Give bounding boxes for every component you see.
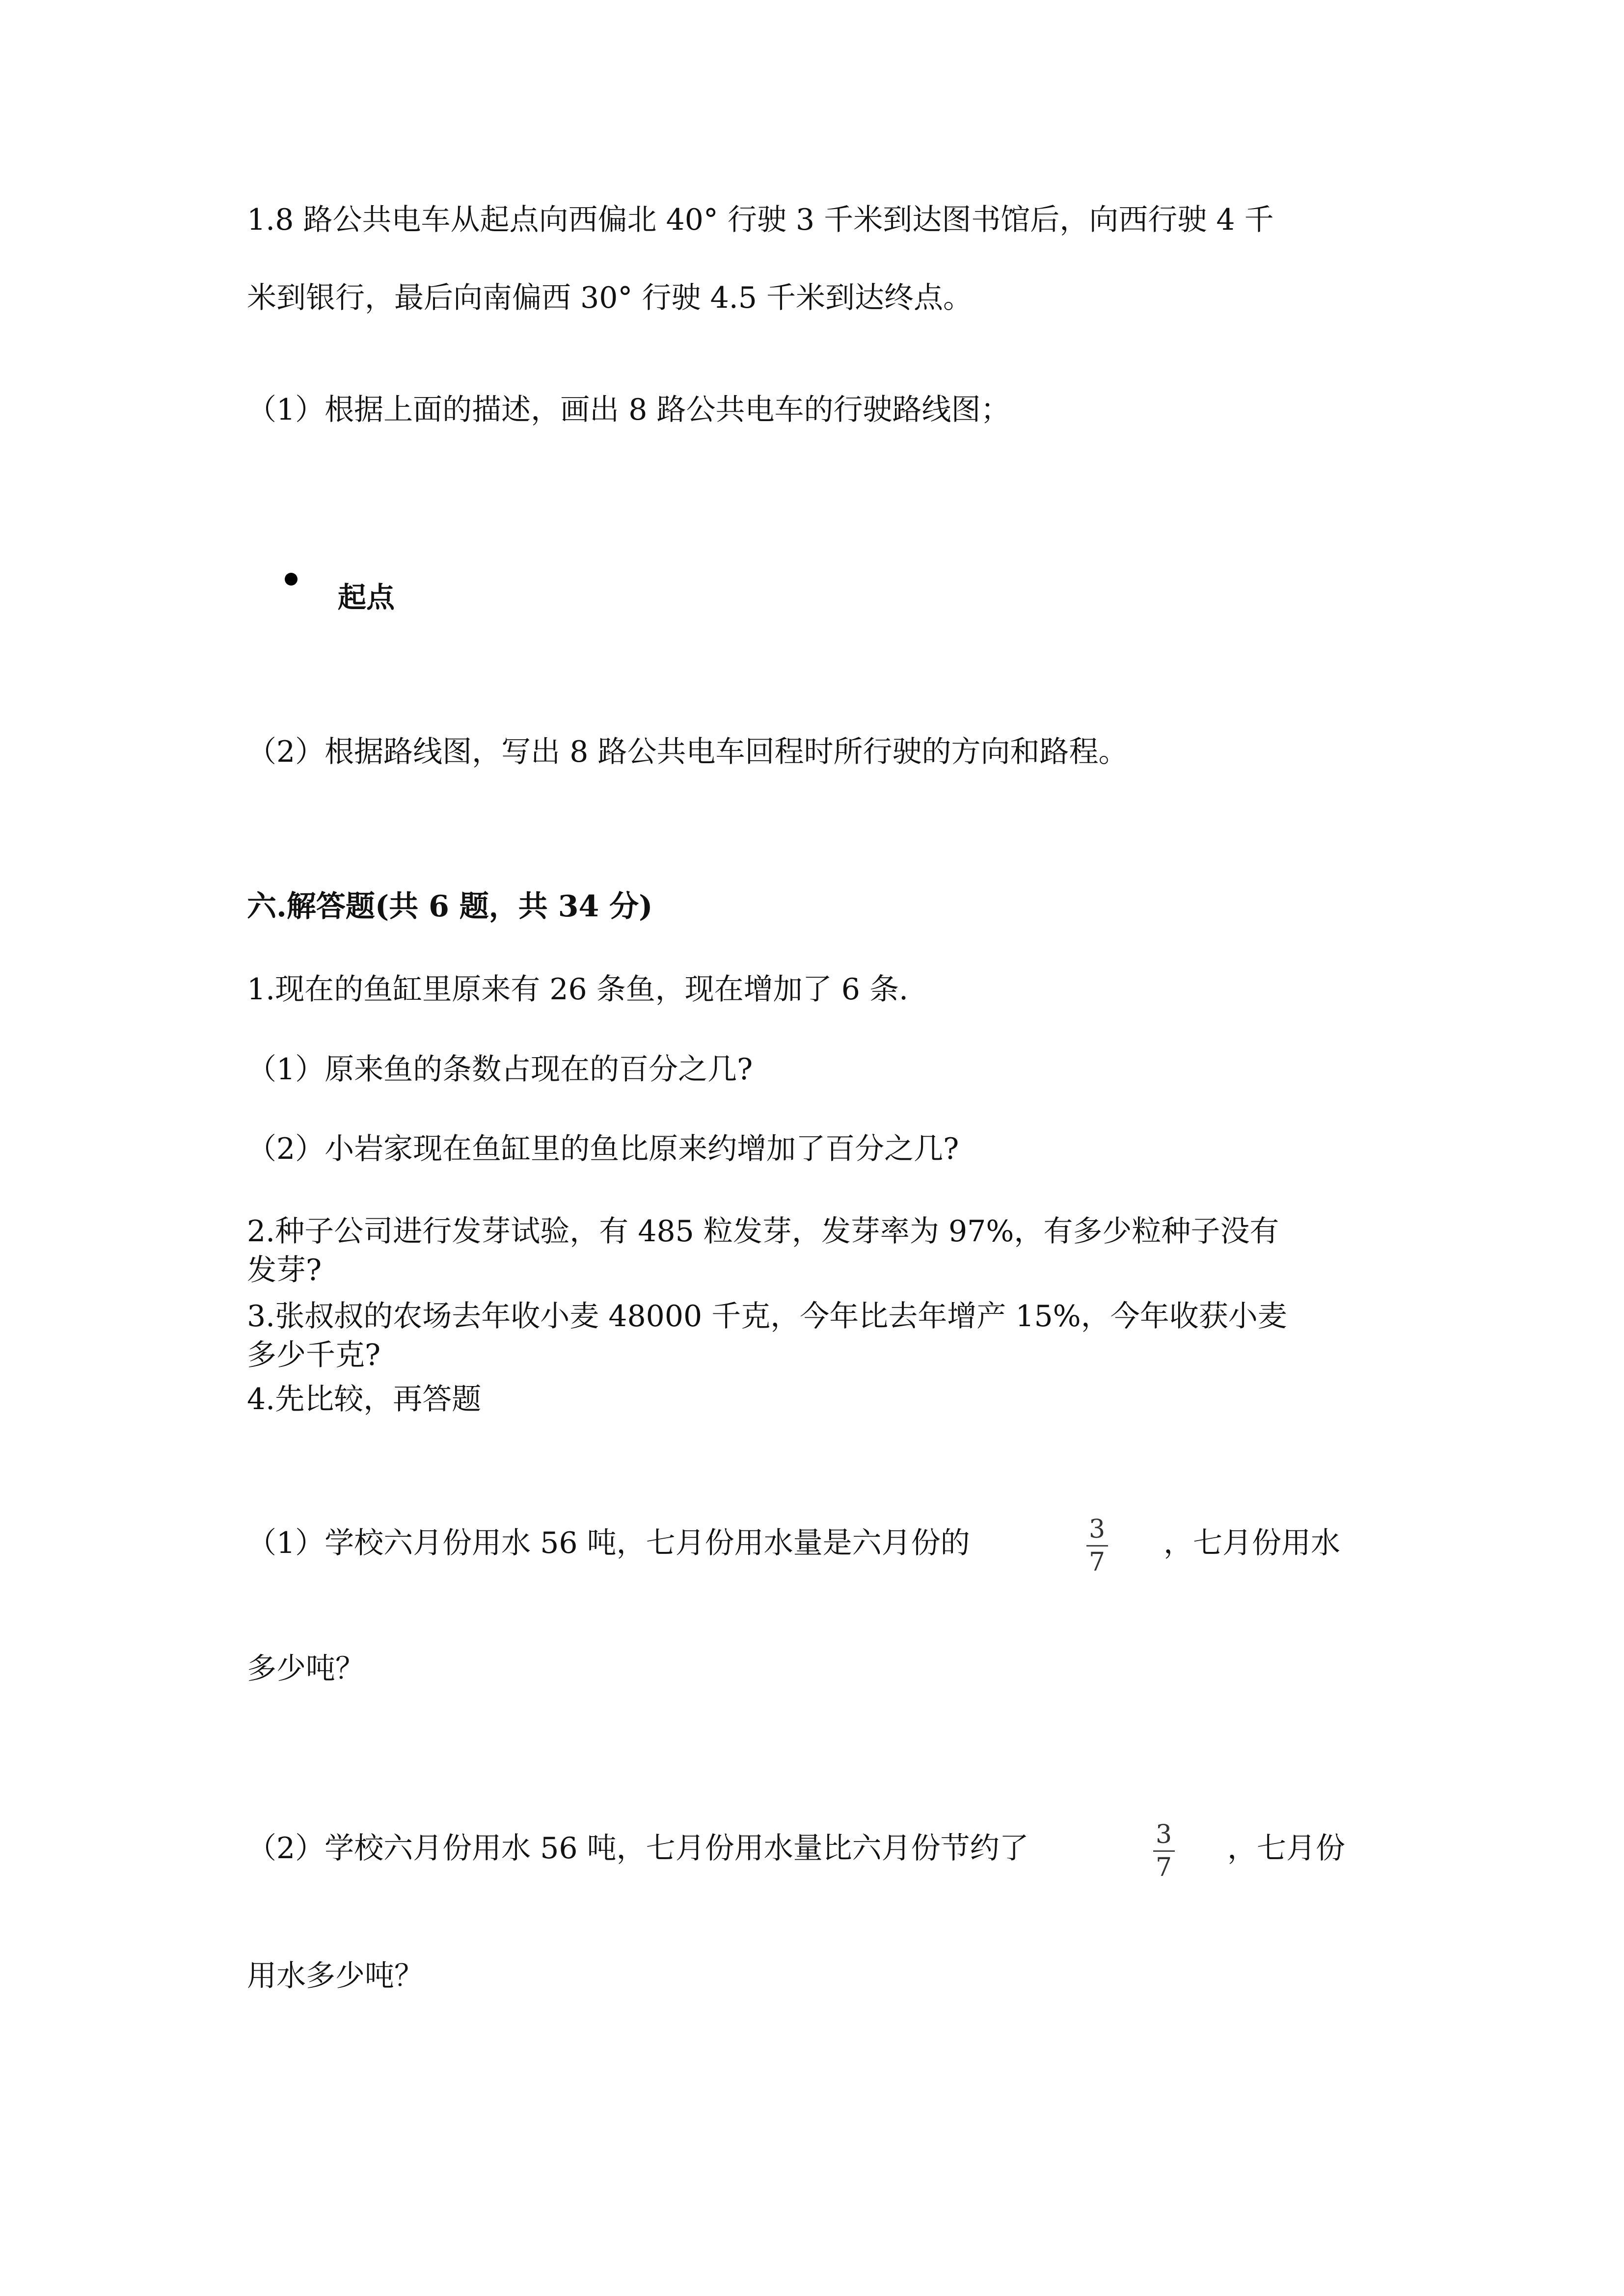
q3-line1: 3.张叔叔的农场去年收小麦 48000 千克，今年比去年增产 15%，今年收获小麦 <box>247 1299 1287 1334</box>
q4-part2-tail: ，七月份 <box>1227 1831 1345 1866</box>
q3-line2: 多少千克? <box>247 1338 381 1372</box>
section6-title: 六.解答题(共 6 题，共 34 分) <box>247 889 653 924</box>
q2-line2: 发芽? <box>247 1253 322 1287</box>
q2-line1: 2.种子公司进行发芽试验，有 485 粒发芽，发芽率为 97%，有多少粒种子没有 <box>247 1214 1279 1249</box>
start-point-dot <box>285 573 298 586</box>
q4-part1-tail: ，七月份用水 <box>1164 1526 1340 1560</box>
q1-part1: （1）原来鱼的条数占现在的百分之几? <box>247 1052 753 1087</box>
fraction-numerator: 3 <box>1156 1820 1172 1849</box>
q4-part2-continuation: 用水多少吨？ <box>247 1959 424 1993</box>
start-point-label: 起点 <box>338 581 395 614</box>
q1-stem: 1.现在的鱼缸里原来有 26 条鱼，现在增加了 6 条. <box>247 972 909 1007</box>
fraction-three-sevenths-2 <box>1153 1822 1175 1880</box>
problem5-part1: （1）根据上面的描述，画出 8 路公共电车的行驶路线图； <box>247 393 1010 427</box>
fraction-three-sevenths <box>1086 1517 1108 1575</box>
problem5-line2: 米到银行，最后向南偏西 30° 行驶 4.5 千米到达终点。 <box>247 281 973 315</box>
q4-stem: 4.先比较，再答题 <box>247 1382 482 1416</box>
problem5-part2: （2）根据路线图，写出 8 路公共电车回程时所行驶的方向和路程。 <box>247 735 1128 769</box>
q4-part2-text: （2）学校六月份用水 56 吨，七月份用水量比六月份节约了 <box>247 1831 1029 1866</box>
fraction-denominator: 7 <box>1156 1853 1172 1882</box>
q4-part1-continuation: 多少吨？ <box>247 1652 365 1686</box>
q1-part2: （2）小岩家现在鱼缸里的鱼比原来约增加了百分之几? <box>247 1132 959 1166</box>
problem5-line1: 1.8 路公共电车从起点向西偏北 40° 行驶 3 千米到达图书馆后，向西行驶 4 千 <box>247 203 1274 237</box>
q4-part1-text: （1）学校六月份用水 56 吨，七月份用水量是六月份的 <box>247 1526 970 1560</box>
fraction-numerator: 3 <box>1089 1515 1106 1544</box>
fraction-denominator: 7 <box>1089 1548 1106 1577</box>
